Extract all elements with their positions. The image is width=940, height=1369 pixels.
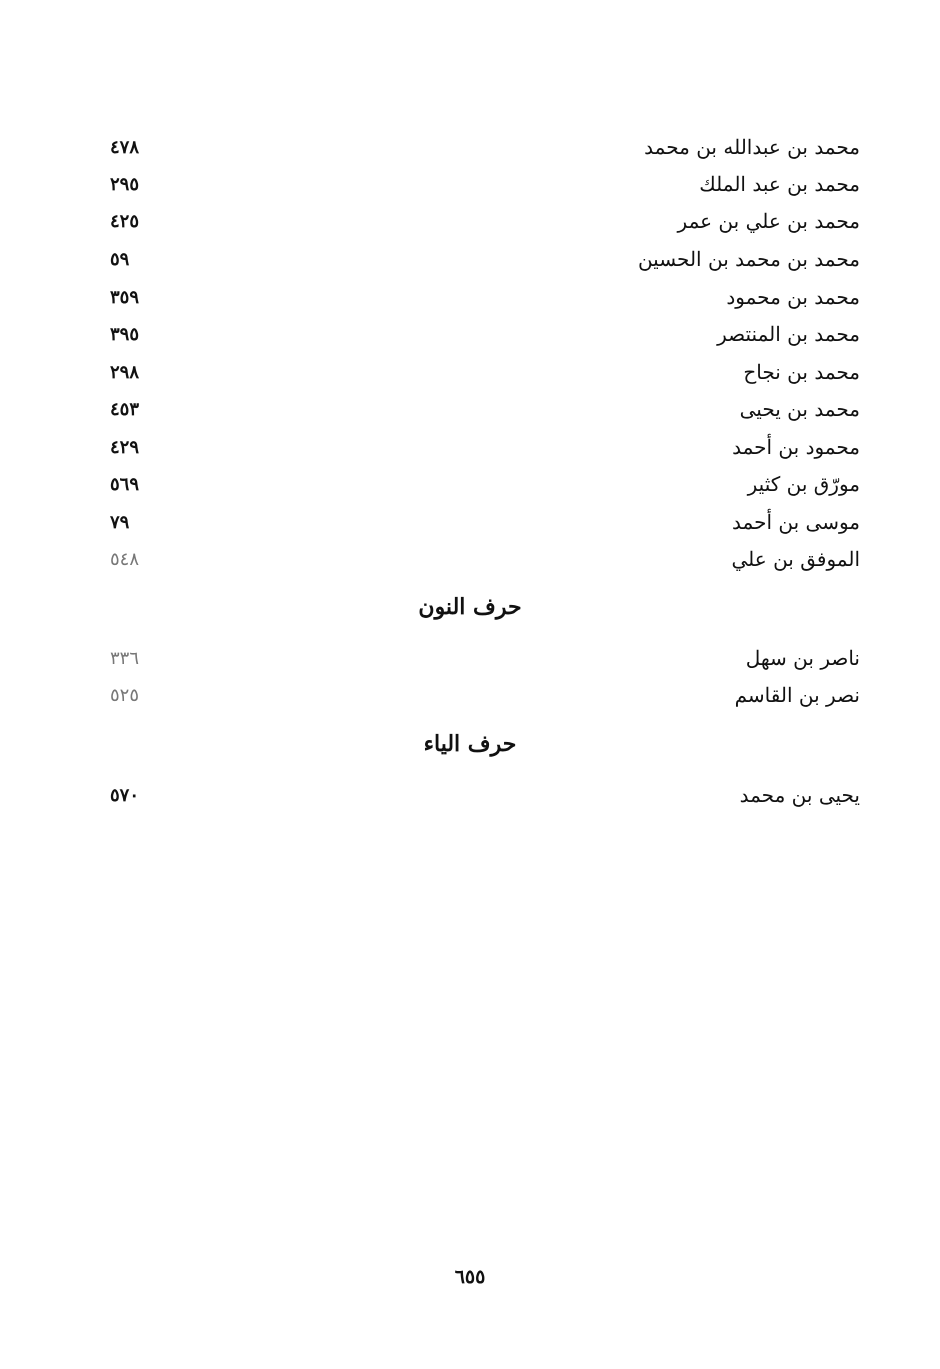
entry-name: الموفق بن علي: [731, 547, 860, 571]
index-entry: [110, 541, 860, 577]
index-entry: [110, 279, 860, 315]
section-heading-noon: حرف النون: [418, 594, 522, 620]
entry-name: محمد بن محمد بن الحسين: [637, 247, 860, 271]
entry-page: ٥٧٠: [110, 784, 140, 806]
entry-name: موسى بن أحمد: [732, 510, 860, 534]
entry-page: ٤٥٣: [110, 398, 140, 420]
index-entry: [110, 504, 860, 540]
entry-name: محمد بن نجاح: [743, 360, 860, 384]
entry-page: ٤٢٥: [110, 210, 140, 232]
entry-name: محمد بن محمود: [726, 285, 860, 309]
entry-page: ٣٥٩: [110, 286, 140, 308]
index-entry: [110, 129, 860, 165]
entry-name: محمد بن عبد الملك: [699, 172, 860, 196]
entry-name: يحيى بن محمد: [739, 783, 860, 807]
index-entry: [110, 466, 860, 502]
entry-page: ٢٩٥: [110, 173, 140, 195]
entry-page: ٥٤٨: [110, 548, 140, 570]
index-entry: [110, 354, 860, 390]
entry-name: نصر بن القاسم: [734, 683, 860, 707]
entry-name: محمود بن أحمد: [732, 435, 860, 459]
index-entry: [110, 391, 860, 427]
index-entry: [110, 677, 860, 713]
entry-page: ٤٧٨: [110, 136, 140, 158]
entry-name: مورّق بن كثير: [747, 472, 860, 496]
index-entry: [110, 166, 860, 202]
entry-page: ٣٩٥: [110, 323, 140, 345]
index-entry: [110, 777, 860, 813]
entry-page: ٥٦٩: [110, 473, 140, 495]
entry-name: محمد بن يحيى: [739, 397, 860, 421]
page-number: ٦٥٥: [454, 1266, 486, 1288]
entry-page: ٧٩: [110, 511, 130, 533]
index-entry: [110, 203, 860, 239]
index-entry: [110, 316, 860, 352]
entry-page: ٣٣٦: [110, 647, 140, 669]
entry-page: ٥٢٥: [110, 684, 140, 706]
index-entry: [110, 429, 860, 465]
entry-name: محمد بن المنتصر: [717, 322, 860, 346]
entry-name: محمد بن عبدالله بن محمد: [644, 135, 860, 159]
index-entry: [110, 241, 860, 277]
section-heading-yaa: حرف الياء: [423, 731, 517, 757]
entry-page: ٢٩٨: [110, 361, 140, 383]
entry-page: ٥٩: [110, 248, 130, 270]
entry-page: ٤٢٩: [110, 436, 140, 458]
index-entry: [110, 640, 860, 676]
entry-name: محمد بن علي بن عمر: [677, 209, 860, 233]
entry-name: ناصر بن سهل: [745, 646, 860, 670]
